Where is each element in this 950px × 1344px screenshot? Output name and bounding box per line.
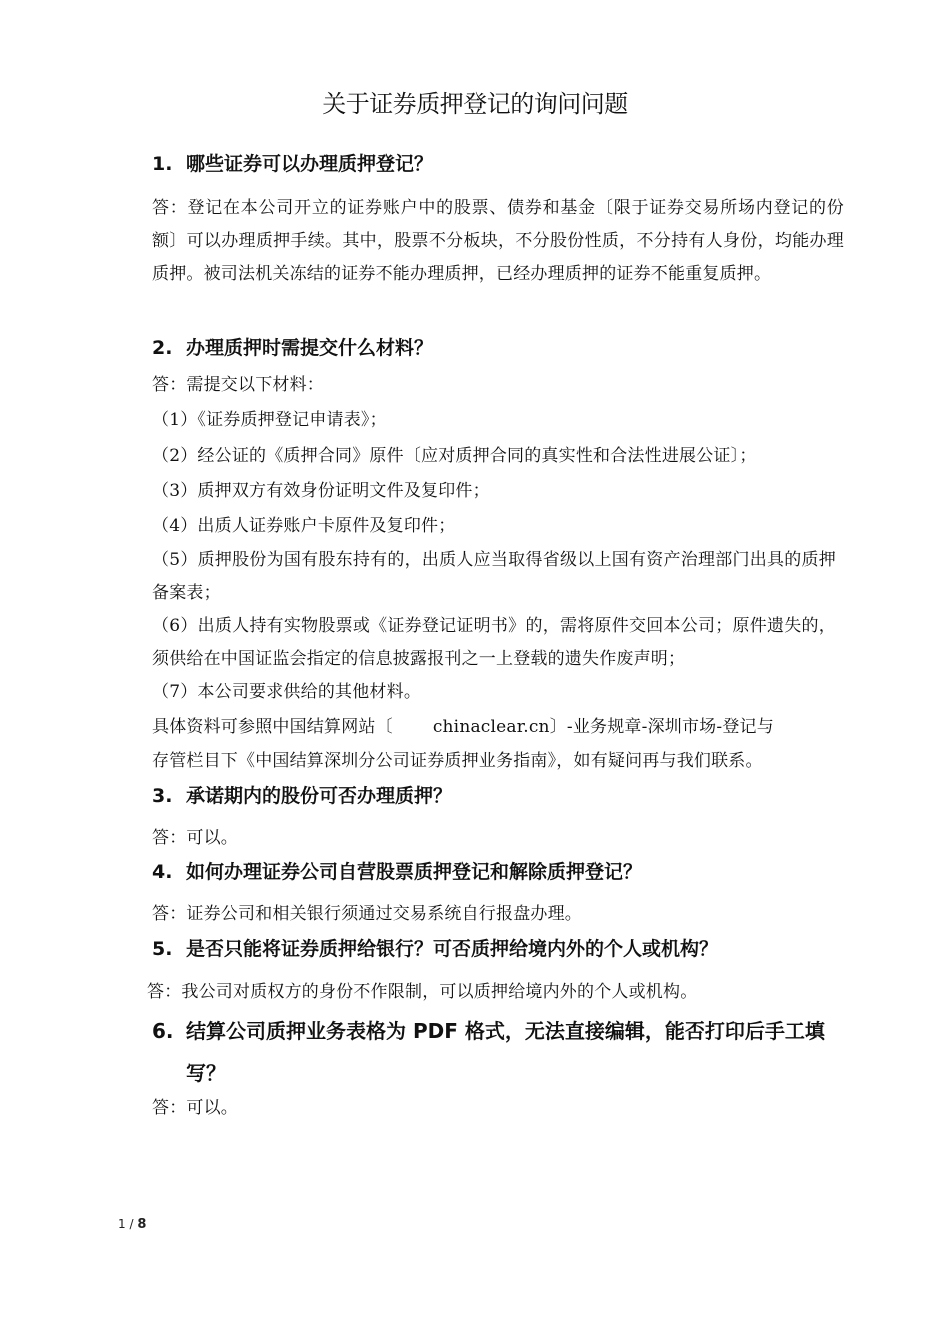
question-1 <box>152 148 832 180</box>
question-number: 3. <box>152 785 173 807</box>
total-pages: 8 <box>137 1217 147 1232</box>
current-page: 1 <box>118 1217 126 1231</box>
answer-2-item: （4）出质人证券账户卡原件及复印件； <box>152 516 456 536</box>
question-5 <box>152 933 832 965</box>
document-title: 关于证券质押登记的询问问题 <box>322 90 628 118</box>
question-text: 办理质押时需提交什么材料？ <box>186 337 434 359</box>
answer-2-item: （3）质押双方有效身份证明文件及复印件； <box>152 481 490 501</box>
question-text: 是否只能将证券质押给银行？可否质押给境内外的个人或机构？ <box>186 938 719 960</box>
question-number: 5. <box>152 938 173 960</box>
reference-text: 具体资料可参照中国结算网站〔 <box>152 717 393 737</box>
question-3 <box>152 780 832 812</box>
page-number <box>118 1217 146 1232</box>
answer-2-reference-line-1 <box>152 711 844 744</box>
page-separator: / <box>125 1217 138 1231</box>
question-text: 哪些证券可以办理质押登记？ <box>186 153 434 175</box>
question-number: 2. <box>152 337 173 359</box>
answer-2-item: （5）质押股份为国有股东持有的，出质人应当取得省级以上国有资产治理部门出具的质押备案表； <box>152 550 836 603</box>
answer-3: 答：可以。 <box>152 828 238 848</box>
answer-2-intro: 答：需提交以下材料： <box>152 375 324 395</box>
question-text: 结算公司质押业务表格为 PDF 格式，无法直接编辑，能否打印后手工填写？ <box>186 1019 825 1085</box>
question-number: 4. <box>152 861 173 883</box>
answer-5: 答：我公司对质权方的身份不作限制，可以质押给境内外的个人或机构。 <box>147 982 698 1002</box>
answer-4: 答：证券公司和相关银行须通过交易系统自行报盘办理。 <box>152 904 582 924</box>
answer-2-item: （2）经公证的《质押合同》原件〔应对质押合同的真实性和合法性进展公证〕； <box>152 446 757 466</box>
question-number: 1. <box>152 153 173 175</box>
answer-1: 答：登记在本公司开立的证券账户中的股票、债券和基金〔限于证券交易所场内登记的份额〕可以办理质押手续。其中，股票不分板块，不分股份性质，不分持有人身份，均能办理质押。被司法机关冻结的证券不能办理质押，已经办理质押的证券不能重复质押。 <box>152 198 844 284</box>
question-text: 如何办理证券公司自营股票质押登记和解除质押登记？ <box>186 861 643 883</box>
answer-2-reference-line-2: 存管栏目下《中国结算深圳分公司证券质押业务指南》，如有疑问再与我们联系。 <box>152 751 763 771</box>
question-4 <box>152 856 832 888</box>
website-link[interactable]: chinaclear.cn〕-业务规章-深圳市场-登记与 <box>432 717 774 737</box>
question-2 <box>152 332 832 364</box>
question-text: 承诺期内的股份可否办理质押？ <box>186 785 453 807</box>
answer-2-item: （1）《证券质押登记申请表》； <box>152 410 387 430</box>
answer-2-item: （7）本公司要求供给的其他材料。 <box>152 682 422 702</box>
question-number: 6. <box>152 1019 174 1043</box>
answer-6: 答：可以。 <box>152 1098 238 1118</box>
answer-2-item: （6）出质人持有实物股票或《证券登记证明书》的，需将原件交回本公司；原件遗失的，须供给在中国证监会指定的信息披露报刊之一上登载的遗失作废声明； <box>152 616 836 669</box>
question-6 <box>152 1010 828 1094</box>
